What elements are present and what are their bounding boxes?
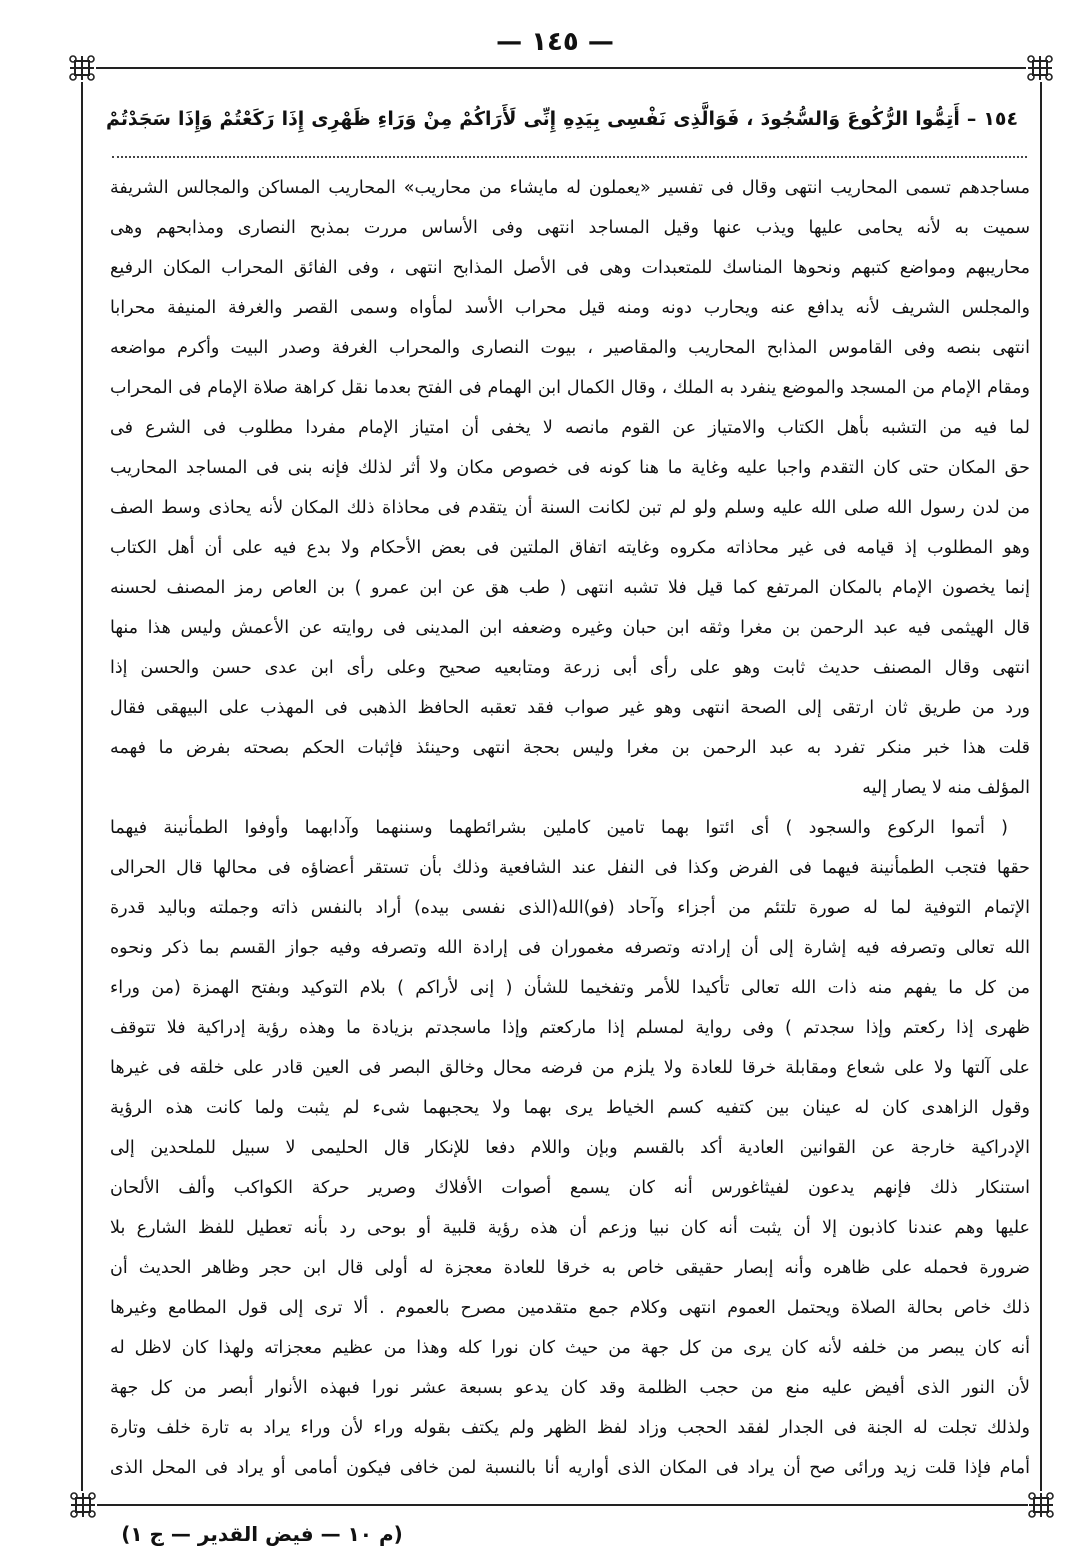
- text-line: لما فيه من التشبه بأهل الكتاب والامتياز عن القوم مانصه لا يخفى أن امتياز الإمام مفردا مطلوب فى الشرع فى: [110, 418, 1030, 438]
- text-line: محاريبهم ومواضع كتبهم ونحوها المناسك للمتعبدات وهى فى الأصل المذابح انتهى ، وفى الفائق المحراب المكان الرفيع: [110, 258, 1030, 278]
- corner-ornament-icon: [1026, 54, 1054, 82]
- frame-border-left: [81, 82, 83, 1491]
- text-line: أنه كان يبصر من خلفه لأنه كان يرى من كل جهة من حيث كان نورا كله وهذا من عظيم معجزاته ولهذا كان لاظل له: [110, 1338, 1030, 1358]
- hadith-heading: ١٥٤ – أَتِمُّوا الرُّكُوعَ وَالسُّجُودَ ، فَوَالَّذِى نَفْسِى بِيَدِهِ إِنِّى لَأَرَاكُمْ مِنْ وَرَاءِ ظَهْرِى إِذَا رَكَعْتُمْ وَإِذَا سَجَدْتُمْ: [106, 108, 1018, 130]
- text-line: وقول الزاهدى كان له عينان بين كتفيه كسم الخياط يرى بهما ولا يحجبهما شىء لم يثبت ولما كانت هذه الرؤية: [110, 1098, 1030, 1118]
- text-line: ورد من طريق ثان ارتقى إلى الصحة انتهى وهو غير صواب فقد تعقبه الحافظ الذهبى فى المهذب على البيهقى فقال: [110, 698, 1030, 718]
- text-line: ذلك خاص بحالة الصلاة ويحتمل العموم انتهى وكلام جمع متقدمين مصرح بالعموم . ألا ترى إلى قول المطامع وغيرها: [110, 1298, 1030, 1318]
- text-line: من لدن رسول الله صلى الله عليه وسلم ولو لم تبن لكانت السنة أن يتقدم فى محاذاة ذلك المكان لأنه يحاذى وسط الصف: [110, 498, 1030, 518]
- text-line: ظهرى إذا ركعتم وإذا سجدتم ) وفى رواية لمسلم إذا ماركعتم وإذا ماسجدتم بزيادة ما وهذه رؤية إدراكية فلا تتوقف: [110, 1018, 1030, 1038]
- text-line: استنكار ذلك فإنهم يدعون لفيثاغورس أنه كان يسمع أصوات الأفلاك وصرير حركة الكواكب وألف الألحان: [110, 1178, 1030, 1198]
- text-line: انتهى وقال المصنف حديث ثابت وهو على رأى أبى زرعة ومتابعيه صحيح وعلى رأى ابن عدى حسن والحسن إذا: [110, 658, 1030, 678]
- text-line: الإتمام التوفية لما له صورة تلتئم من أجزاء وآحاد (فو)الله(الذى نفسى بيده) أراد بالنفس ذاته وجملته وباليد قدرة: [110, 898, 1030, 918]
- dotted-separator: [112, 156, 1027, 158]
- text-line: والمجلس الشريف لأنه يدافع عنه ويحارب دونه ومنه قيل محراب الأسد لمأواه وسمى القصر والغرفة المنيفة محرابا: [110, 298, 1030, 318]
- paragraph-first-line: ( أتموا الركوع والسجود ) أى ائتوا بهما تامين كاملين بشرائطهما وسننهما وآدابهما وأوفوا الطمأنينة فيهما: [110, 818, 1008, 838]
- text-line: قال الهيثمى فيه عبد الرحمن بن مغرا وثقه ابن حبان وغيره وضعفه ابن المدينى فى روايته عن الأعمش وليس هذا منها: [110, 618, 1030, 638]
- text-line: سميت به لأنه يحامى عليها ويذب عنها وقيل المساجد انتهى وفى الأساس مررت بمذبح النصارى ومذابحهم وهى: [110, 218, 1030, 238]
- text-line: على آلتها ولا على شعاع ومقابلة خرقا للعادة ولا يلزم من فرضه محال وخالق البصر فى العين قادر على خلقه فى غيرها: [110, 1058, 1030, 1078]
- corner-ornament-icon: [69, 1491, 97, 1519]
- footer-signature: (م ١٠ — فيض القدير — ج ١): [121, 1522, 403, 1546]
- text-line: وهو المطلوب إذ قيامه فى غير محاذاته مكروه وغايته اتفاق الملتين فى بعض الأحكام ولا بدع فيه على أن أهل الكتاب: [110, 538, 1030, 558]
- text-line: قلت هذا خبر منكر تفرد به عبد الرحمن بن مغرا وليس بحجة انتهى وحينئذ فإثبات الحكم بصحته بفرض ما فهمه: [110, 738, 1030, 758]
- text-line: انتهى بنصه وفى القاموس المذابح المحاريب والمقاصير ، بيوت النصارى والمحراب الغرفة وصدر البيت وأكرم مواضعه: [110, 338, 1030, 358]
- corner-ornament-icon: [1027, 1491, 1055, 1519]
- text-line: ضرورة فحمله على ظاهره وأنه إبصار حقيقى خاص به خرقا للعادة معجزة له أولى قال ابن حجر وظاهر الحديث أن: [110, 1258, 1030, 1278]
- text-line: حق المكان حتى كان التقدم واجبا عليه وغاية ما هنا كونه فى خصوص مكان ولا أثر لذلك فإنه بنى فى المساجد المحاريب: [110, 458, 1030, 478]
- text-line: أمام فإذا قلت زيد ورائى صح أن يراد فى المكان الذى أواريه أنا بالنسبة لمن خافى فيكون أمامى أو يراد فى المحل الذى: [110, 1458, 1030, 1478]
- paragraph-last-line: المؤلف منه لا يصار إليه: [862, 778, 1030, 798]
- text-line: حقها فتجب الطمأنينة فيهما فى الفرض وكذا فى النفل عند الشافعية وذلك بأن تستقر أعضاؤه فى محالها قال الحرالى: [110, 858, 1030, 878]
- text-line: الله تعالى وتصرفه فيه إشارة إلى أن إرادته وتصرفه مغموران فى إرادة الله وتصرفه وفيه جواز القسم بما ذكر ونحوه: [110, 938, 1030, 958]
- page-number: — ١٤٥ —: [496, 27, 614, 57]
- frame-border-top: [96, 67, 1026, 69]
- corner-ornament-icon: [68, 54, 96, 82]
- text-line: ومقام الإمام من المسجد والموضع ينفرد به الملك ، وقال الكمال ابن الهمام فى الفتح بعدما نقل كراهة صلاة الإمام فى المحراب: [110, 378, 1030, 398]
- text-line: إنما يخصون الإمام بالمكان المرتفع كما قيل فلا تشبه انتهى ( طب هق عن ابن عمرو ) بن العاص رمز المصنف لحسنه: [110, 578, 1030, 598]
- text-line: ولذلك تجلت له الجنة فى الجدار لفقد الحجب وزاد لفظ الظهر ولم يكتف بقوله وراء لأن وراء يراد به تارة خلف وتارة: [110, 1418, 1030, 1438]
- frame-border-right: [1040, 82, 1042, 1491]
- text-line: من كل ما يفهم منه ذات الله تعالى تأكيدا للأمر وتفخيما للشأن ( إنى لأراكم ) بلام التوكيد وبفتح الهمزة (من وراء: [110, 978, 1030, 998]
- text-line: لأن النور الذى أفيض عليه منع من حجب الظلمة وقد كان يدعو بسبعة عشر نورا فبهذه الأنوار أبصر من كل جهة: [110, 1378, 1030, 1398]
- commentary-text: [110, 168, 1030, 1488]
- text-line: عليها وهم عندنا كاذبون إلا أن يثبت أنه كان نبيا وزعم أن هذه رؤية قلبية أو بوحى رد بأنه تعطيل للفظ الشارع بلا: [110, 1218, 1030, 1238]
- frame-border-bottom: [97, 1504, 1028, 1506]
- text-line: الإدراكية خارجة عن القوانين العادية أكد بالقسم وبإن واللام دفعا للإنكار قال الحليمى لا سبيل للملحدين إلى: [110, 1138, 1030, 1158]
- text-line: مساجدهم تسمى المحاريب انتهى وقال فى تفسير «يعملون له مايشاء من محاريب» المحاريب المساكن والمجالس الشريفة: [110, 178, 1030, 198]
